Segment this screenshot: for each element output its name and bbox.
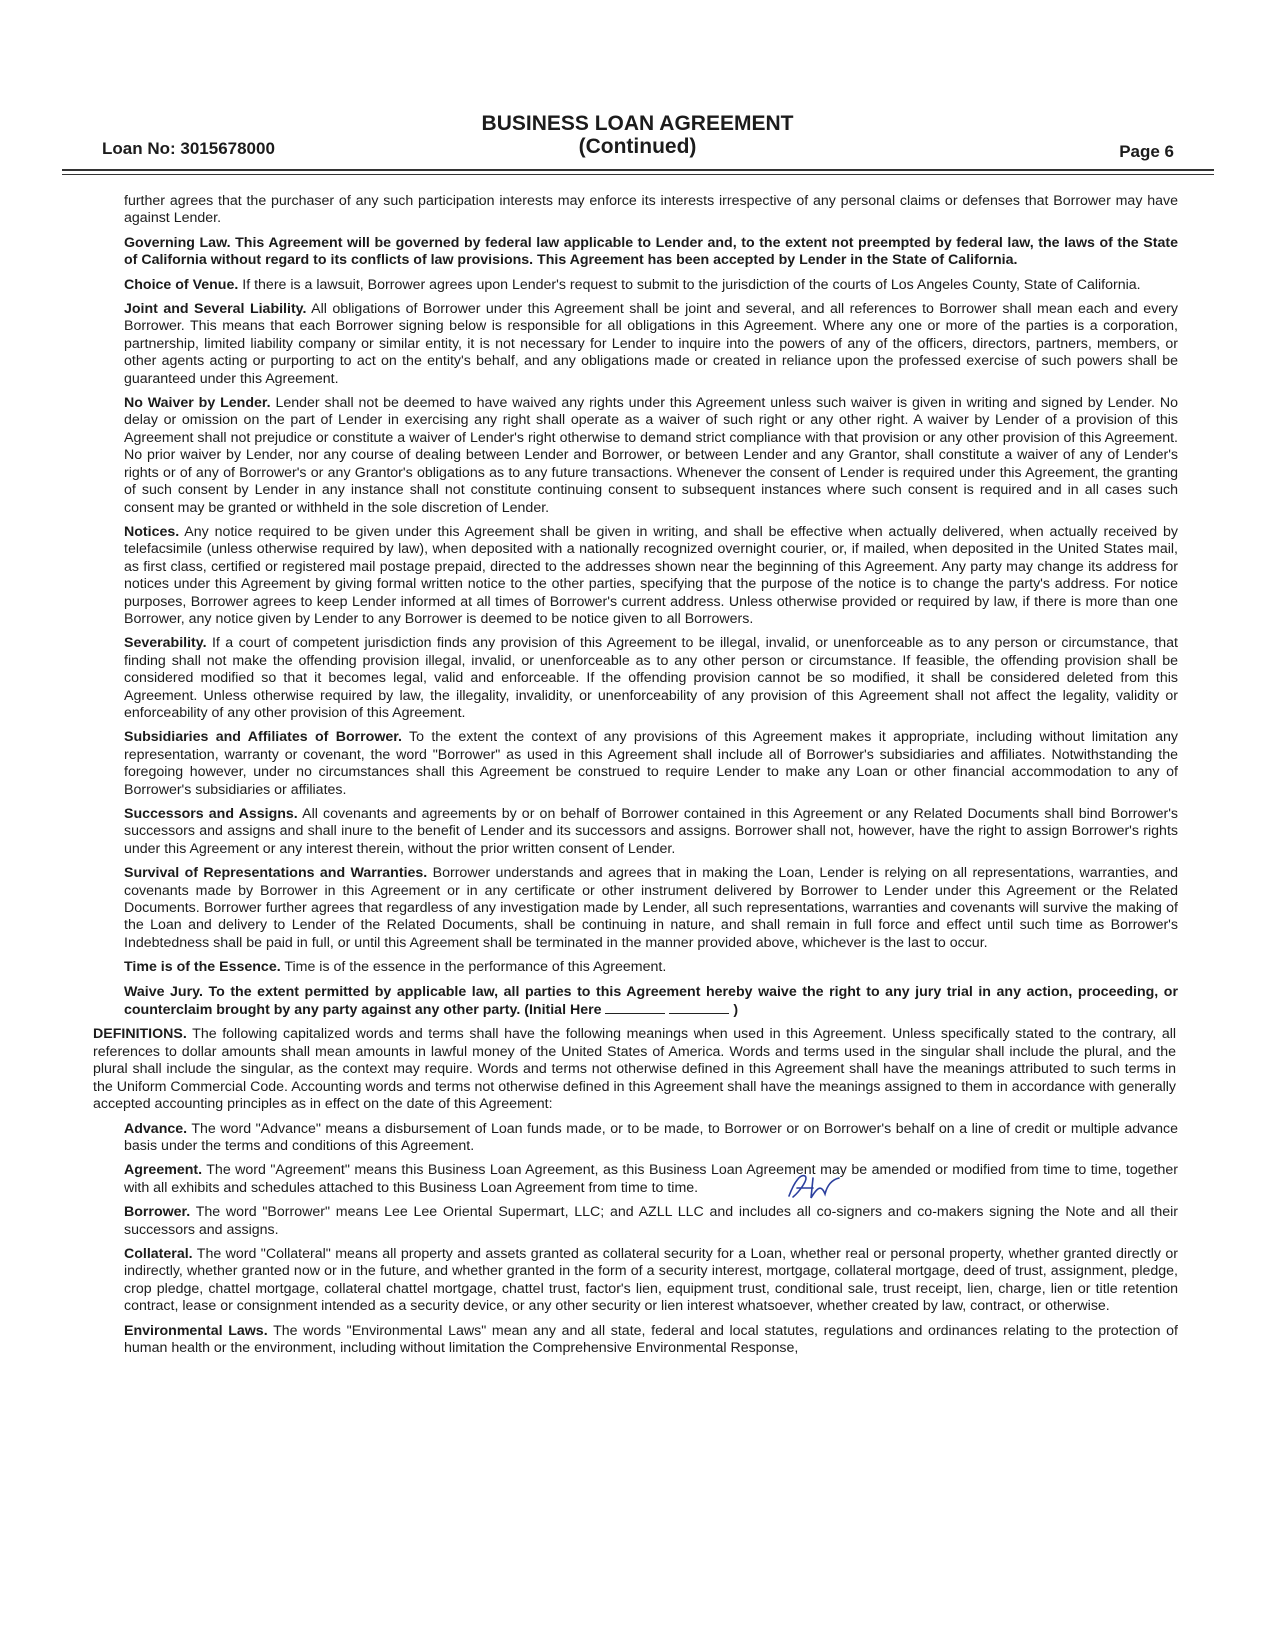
definitions-list bbox=[124, 1121, 1178, 1358]
section-time-essence bbox=[124, 959, 1178, 976]
initial-line-second[interactable] bbox=[669, 1001, 729, 1014]
document-title: BUSINESS LOAN AGREEMENT bbox=[481, 112, 794, 135]
definition-term: Agreement. bbox=[124, 1162, 203, 1179]
definition-item bbox=[124, 1204, 1178, 1239]
definition-text: The word "Agreement" means this Business Loan Agreement, as this Business Loan Agreement may be amended or modified from time to time, together with all exhibits and schedules attached to this Business Loan Agreement from time to time. bbox=[124, 1162, 1178, 1196]
definition-term: Environmental Laws. bbox=[124, 1322, 268, 1339]
section-choice-of-venue bbox=[124, 277, 1178, 294]
section-survival bbox=[124, 865, 1178, 952]
definition-item bbox=[124, 1323, 1178, 1358]
initial-line[interactable] bbox=[605, 1001, 665, 1014]
definitions-text: The following capitalized words and terms shall have the following meanings when used in this Agreement. Unless specifically stated to the contrary, all references to dollar amounts shall mean amounts in lawful money of the United States of America. Words and terms used in the singular shall include the plural, and the plural shall include the singular, as the context may require. Words and terms not otherwise defined in this Agreement shall have the meanings attributed to such terms in the Uniform Commercial Code. Accounting words and terms not otherwise defined in this Agreement shall have the meanings assigned to them in accordance with generally accepted accounting principles as in effect on the date of this Agreement: bbox=[93, 1026, 1177, 1113]
section-no-waiver bbox=[124, 395, 1178, 517]
section-heading: Choice of Venue. bbox=[124, 276, 239, 293]
section-text: All obligations of Borrower under this Agreement shall be joint and several, and all references to Borrower shall mean each and every Borrower. This means that each Borrower signing below is responsible for all obligations in this Agreement. Where any one or more of the parties is a corporation, partnership, limited liability company or similar entity, it is not necessary for Lender to inquire into the powers of any of the officers, directors, partners, members, or other agents acting or purporting to act on the entity's behalf, and any obligations made or created in reliance upon the professed exercise of such powers shall be guaranteed under this Agreement. bbox=[124, 301, 1178, 387]
intro-paragraph: further agrees that the purchaser of any such participation interests may enforce its interests irrespective of any personal claims or defenses that Borrower may have against Lender. bbox=[124, 193, 1178, 227]
header-rule-thick bbox=[62, 169, 1214, 171]
definition-text: The word "Borrower" means Lee Lee Oriental Supermart, LLC; and AZLL LLC and includes all co-signers and co-makers signing the Note and all their successors and assigns. bbox=[124, 1204, 1178, 1238]
initial-close: ) bbox=[733, 1002, 739, 1019]
section-severability bbox=[124, 635, 1178, 722]
section-text: To the extent the context of any provisions of this Agreement makes it appropriate, including without limitation any representation, warranty or covenant, the word "Borrower" as used in this Agreement shall include all of Borrower's subsidiaries and affiliates. Notwithstanding the foregoing however, under no circumstances shall this Agreement be construed to require Lender to make any Loan or other financial accommodation to any of Borrower's subsidiaries or affiliates. bbox=[124, 729, 1178, 798]
definition-item bbox=[124, 1121, 1178, 1156]
loan-number: Loan No: 3015678000 bbox=[102, 139, 275, 158]
section-governing-law bbox=[124, 235, 1178, 270]
definition-item bbox=[124, 1246, 1178, 1316]
section-heading: Waive Jury. bbox=[124, 983, 203, 1000]
section-text: This Agreement will be governed by federal law applicable to Lender and, to the extent not preempted by federal law, the laws of the State of California without regard to its conflicts of law provisions. This Agreement has been accepted by Lender in the State of California. bbox=[124, 234, 1178, 269]
definition-item bbox=[124, 1162, 1178, 1197]
definition-term: Collateral. bbox=[124, 1245, 193, 1262]
section-joint-liability bbox=[124, 301, 1178, 388]
definitions-heading: DEFINITIONS. bbox=[93, 1026, 187, 1043]
definition-text: The words "Environmental Laws" mean any and all state, federal and local statutes, regulations and ordinances relating to the protection of human health or the environment, including without limitation the Comprehensive Environmental Response, bbox=[124, 1322, 1178, 1356]
section-text: Any notice required to be given under this Agreement shall be given in writing, and shall be effective when actually delivered, when actually received by telefacsimile (unless otherwise required by law), when deposited with a nationally recognized overnight courier, or, if mailed, when deposited in the United States mail, as first class, certified or registered mail postage prepaid, directed to the addresses shown near the beginning of this Agreement. Any party may change its address for notices under this Agreement by giving formal written notice to the other parties, specifying that the purpose of the notice is to change the party's address. For notice purposes, Borrower agrees to keep Lender informed at all times of Borrower's current address. Unless otherwise provided or required by law, if there is more than one Borrower, any notice given by Lender to any Borrower is deemed to be notice given to all Borrowers. bbox=[124, 523, 1178, 627]
section-text: Borrower understands and agrees that in making the Loan, Lender is relying on all representations, warranties, and covenants made by Borrower in this Agreement or in any certificate or other instrument delivered by Borrower to Lender under this Agreement or the Related Documents. Borrower further agrees that regardless of any investigation made by Lender, all such representations, warranties and covenants will survive the making of the Loan and delivery to Lender of the Related Documents, shall be continuing in nature, and shall remain in full force and effect until such time as Borrower's Indebtedness shall be paid in full, or until this Agreement shall be terminated in the manner provided above, whichever is the last to occur. bbox=[124, 865, 1178, 951]
header-rule-thin bbox=[62, 174, 1214, 175]
section-text: If there is a lawsuit, Borrower agrees upon Lender's request to submit to the jurisdiction of the courts of Los Angeles County, State of California. bbox=[242, 276, 1141, 293]
section-waive-jury bbox=[124, 984, 1178, 1020]
section-notices bbox=[124, 524, 1178, 628]
definitions-block bbox=[93, 1026, 1176, 1113]
definition-term: Advance. bbox=[124, 1120, 188, 1137]
section-heading: Subsidiaries and Affiliates of Borrower. bbox=[124, 729, 402, 746]
section-heading: Joint and Several Liability. bbox=[124, 301, 307, 318]
document-subtitle: (Continued) bbox=[578, 135, 697, 158]
section-text: If a court of competent jurisdiction finds any provision of this Agreement to be illegal, invalid, or unenforceable as to any person or circumstance, that finding shall not make the offending provision illegal, invalid, or unenforceable as to any other person or circumstance. If feasible, the offending provision shall be considered modified so that it becomes legal, valid and enforceable. If the offending provision cannot be so modified, it shall be considered deleted from this Agreement. Unless otherwise required by law, the illegality, invalidity, or unenforceability of any provision of this Agreement shall not affect the legality, validity or enforceability of any other provision of this Agreement. bbox=[124, 635, 1178, 721]
definitions-intro bbox=[93, 1026, 1176, 1113]
section-heading: Severability. bbox=[124, 635, 207, 652]
section-heading: Successors and Assigns. bbox=[124, 806, 298, 822]
section-heading: Time is of the Essence. bbox=[124, 959, 281, 976]
section-text: Lender shall not be deemed to have waived any rights under this Agreement unless such waiver is given in writing and signed by Lender. No delay or omission on the part of Lender in exercising any right shall operate as a waiver of such right or any other right. A waiver by Lender of a provision of this Agreement shall not prejudice or constitute a waiver of Lender's right otherwise to demand strict compliance with that provision or any other provision of this Agreement. No prior waiver by Lender, nor any course of dealing between Lender and Borrower, or between Lender and any Grantor, shall constitute a waiver of any of Lender's rights or of any of Borrower's or any Grantor's obligations as to any future transactions. Whenever the consent of Lender is required under this Agreement, the granting of such consent by Lender in any instance shall not constitute continuing consent to subsequent instances where such consent is required and in all cases such consent may be granted or withheld in the sole discretion of Lender. bbox=[124, 395, 1178, 516]
section-heading: Survival of Representations and Warranties. bbox=[124, 865, 428, 882]
definition-term: Borrower. bbox=[124, 1204, 191, 1221]
document-body bbox=[93, 193, 1179, 1364]
section-subsidiaries bbox=[124, 729, 1178, 799]
section-heading: Notices. bbox=[124, 523, 180, 540]
definition-text: The word "Collateral" means all property and assets granted as collateral security for a Loan, whether real or personal property, whether granted directly or indirectly, whether granted now or in the future, and whether granted in the form of a security interest, mortgage, collateral mortgage, deed of trust, assignment, pledge, crop pledge, chattel mortgage, collateral chattel mortgage, chattel trust, factor's lien, equipment trust, conditional sale, trust receipt, lien, charge, lien or title retention contract, lease or consignment intended as a security device, or any other security or lien interest whatsoever, whether created by law, contract, or otherwise. bbox=[124, 1245, 1179, 1315]
section-text: All covenants and agreements by or on behalf of Borrower contained in this Agreement or any Related Documents shall bind Borrower's successors and assigns and shall inure to the benefit of Lender and its successors and assigns. Borrower shall not, however, have the right to assign Borrower's rights under this Agreement or any interest therein, without the prior written consent of Lender. bbox=[124, 806, 1179, 857]
initial-label: (Initial Here bbox=[524, 1002, 602, 1019]
section-heading: Governing Law. bbox=[124, 234, 231, 251]
page-number: Page 6 bbox=[1119, 142, 1174, 161]
section-text: Time is of the essence in the performance of this Agreement. bbox=[284, 959, 667, 976]
definition-text: The word "Advance" means a disbursement of Loan funds made, or to be made, to Borrower or on Borrower's behalf on a line of credit or multiple advance basis under the terms and conditions of this Agreement. bbox=[124, 1120, 1178, 1154]
section-heading: No Waiver by Lender. bbox=[124, 395, 271, 412]
section-text: To the extent permitted by applicable law, all parties to this Agreement hereby waive the right to any jury trial in any action, proceeding, or counterclaim brought by any party against any other party. bbox=[124, 983, 1178, 1019]
section-successors bbox=[124, 806, 1178, 858]
